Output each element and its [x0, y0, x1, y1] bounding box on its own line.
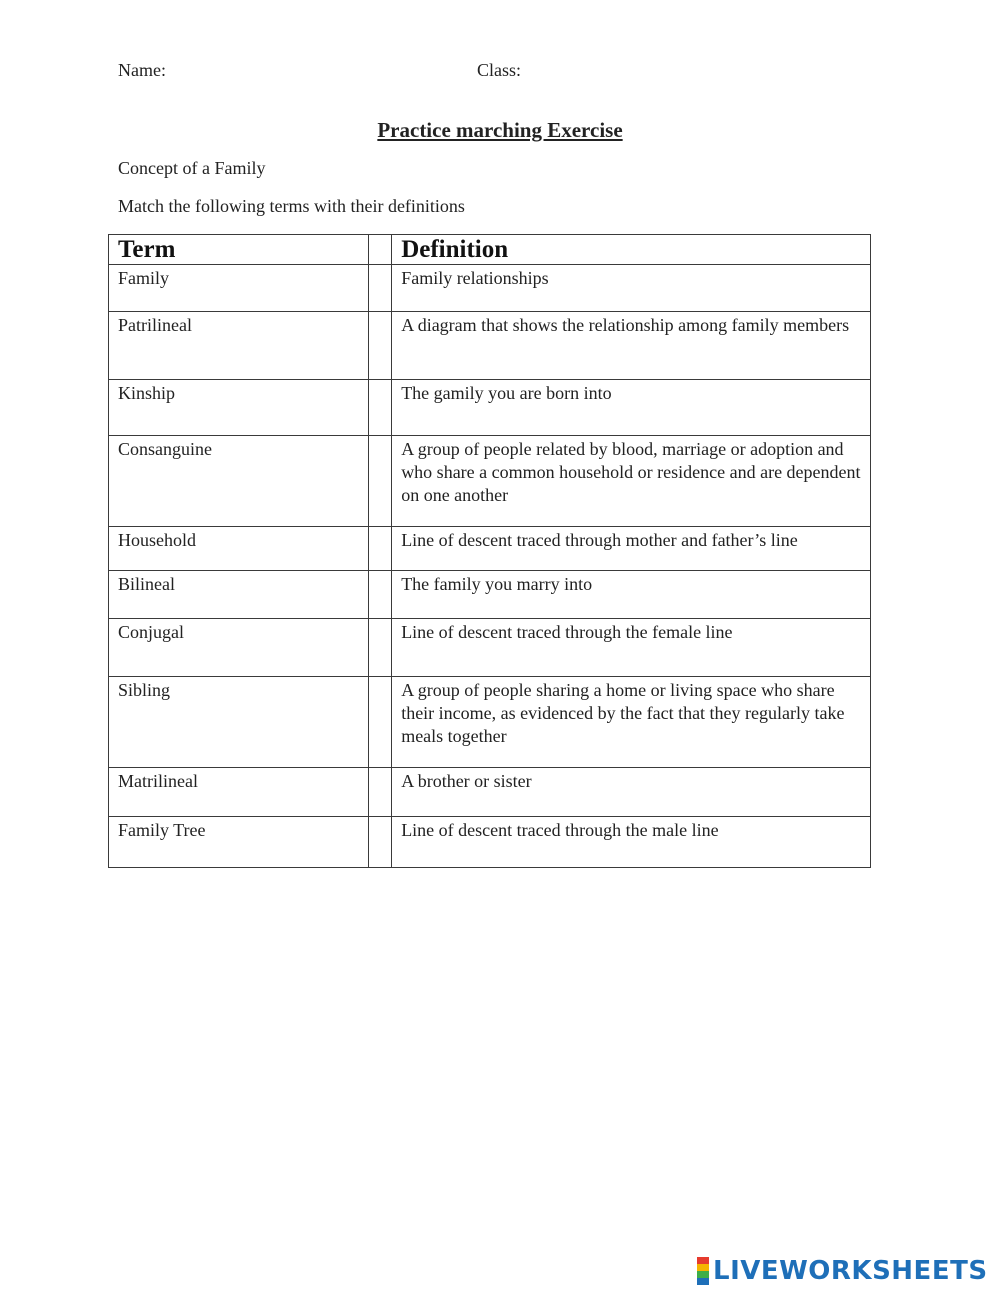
answer-cell[interactable] — [368, 571, 391, 619]
definition-cell: A diagram that shows the relationship among family members — [392, 312, 871, 380]
definition-cell: A brother or sister — [392, 768, 871, 817]
answer-cell[interactable] — [368, 312, 391, 380]
definition-cell: Family relationships — [392, 265, 871, 312]
answer-cell[interactable] — [368, 436, 391, 527]
term-cell: Household — [109, 527, 369, 571]
term-cell: Family — [109, 265, 369, 312]
answer-cell[interactable] — [368, 768, 391, 817]
term-cell: Family Tree — [109, 817, 369, 868]
term-cell: Conjugal — [109, 619, 369, 677]
definition-cell: Line of descent traced through the male line — [392, 817, 871, 868]
logo-block-v — [697, 1271, 709, 1278]
table-header-row — [109, 235, 871, 265]
subtitle: Concept of a Family — [118, 158, 266, 178]
table-row — [109, 677, 871, 768]
term-cell: Kinship — [109, 380, 369, 436]
table-row — [109, 527, 871, 571]
class-label: Class: — [477, 60, 522, 80]
table-row — [109, 312, 871, 380]
table-row — [109, 619, 871, 677]
answer-cell[interactable] — [368, 380, 391, 436]
answer-header — [368, 235, 391, 265]
term-cell: Bilineal — [109, 571, 369, 619]
term-cell: Sibling — [109, 677, 369, 768]
logo-text: LIVEWORKSHEETS — [713, 1256, 988, 1286]
table-row — [109, 817, 871, 868]
term-cell: Patrilineal — [109, 312, 369, 380]
answer-cell[interactable] — [368, 817, 391, 868]
definition-cell: Line of descent traced through mother and father’s line — [392, 527, 871, 571]
table-row — [109, 768, 871, 817]
term-header: Term — [109, 235, 369, 265]
answer-cell[interactable] — [368, 677, 391, 768]
answer-cell[interactable] — [368, 265, 391, 312]
logo-block-e — [697, 1278, 709, 1285]
logo-block-l — [697, 1257, 709, 1264]
definition-cell: The family you marry into — [392, 571, 871, 619]
liveworksheets-logo-icon — [697, 1257, 709, 1285]
name-label: Name: — [118, 60, 166, 80]
definition-cell: The gamily you are born into — [392, 380, 871, 436]
definition-cell: Line of descent traced through the female line — [392, 619, 871, 677]
definition-cell: A group of people sharing a home or living space who share their income, as evidenced by the fact that they regularly take meals together — [392, 677, 871, 768]
page-title: Practice marching Exercise — [377, 118, 623, 142]
answer-cell[interactable] — [368, 527, 391, 571]
term-cell: Consanguine — [109, 436, 369, 527]
term-cell: Matrilineal — [109, 768, 369, 817]
table-row — [109, 571, 871, 619]
table-row — [109, 265, 871, 312]
matching-table — [108, 234, 871, 868]
instructions: Match the following terms with their definitions — [118, 196, 465, 216]
answer-cell[interactable] — [368, 619, 391, 677]
definition-header: Definition — [392, 235, 871, 265]
liveworksheets-logo — [697, 1255, 988, 1287]
logo-block-i — [697, 1264, 709, 1271]
definition-cell: A group of people related by blood, marriage or adoption and who share a common household or residence and are dependent on one another — [392, 436, 871, 527]
table-row — [109, 436, 871, 527]
table-row — [109, 380, 871, 436]
